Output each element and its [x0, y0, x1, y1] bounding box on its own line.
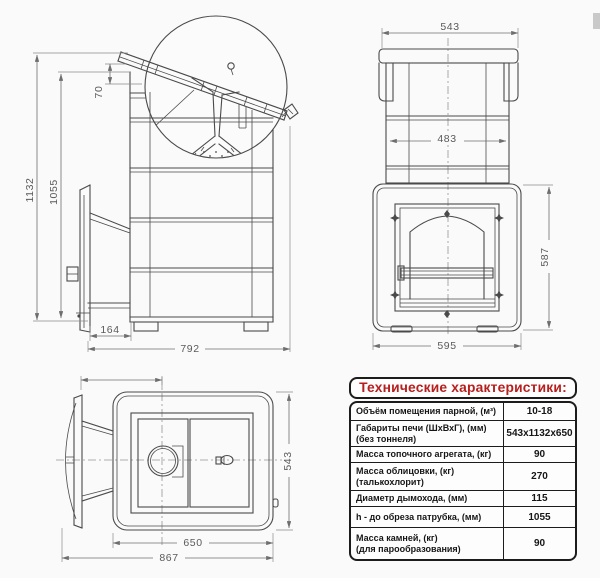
- dim-label-lid-offset: 70: [93, 85, 105, 99]
- scan-artifact: [593, 13, 600, 29]
- table-row: [351, 490, 575, 506]
- side-view-drawing: [24, 16, 298, 355]
- top-view-tunnel-flange: [66, 395, 114, 528]
- front-view-door-handle: [398, 266, 493, 280]
- front-view-top-cap: [379, 49, 518, 101]
- row-value: 543х1132х650: [503, 421, 575, 446]
- spec-table-title: Технические характеристики:: [349, 377, 577, 399]
- dim-label-outlet-height: 1055: [48, 179, 60, 205]
- row-label: h - до обреза патрубка, (мм): [356, 511, 482, 522]
- dim-label-top-total-width: 867: [159, 552, 179, 564]
- dim-label-facade-width: 595: [437, 340, 457, 352]
- row-value: 1055: [503, 507, 575, 527]
- row-value: 270: [503, 463, 575, 490]
- dim-label-facade-height: 587: [539, 247, 551, 267]
- dim-label-total-depth: 792: [180, 343, 200, 355]
- top-view-dimensions: [62, 376, 295, 564]
- table-row: [351, 420, 575, 446]
- row-label: Масса камней, (кг): [356, 533, 438, 544]
- detail-circle-fill: [145, 16, 287, 158]
- row-value: 10-18: [503, 403, 575, 420]
- table-row: [351, 462, 575, 490]
- dim-label-tunnel-depth: 164: [100, 324, 120, 336]
- row-label: Объём помещения парной, (м³): [356, 406, 497, 417]
- spec-table: [349, 377, 577, 561]
- dim-label-top-depth: 543: [282, 451, 294, 471]
- front-view-facade: [373, 184, 521, 332]
- row-label: Масса облицовки, (кг): [356, 466, 455, 477]
- table-row: [351, 446, 575, 462]
- front-view-door-glass: [410, 216, 484, 299]
- row-label-2: (для парообразования): [356, 543, 461, 554]
- dim-label-top-width: 543: [440, 21, 460, 33]
- top-view-side-fitting: [273, 499, 278, 507]
- front-view-door-frame: [395, 204, 499, 311]
- side-view-foot-left: [134, 322, 158, 331]
- side-view-door-tunnel: [67, 185, 130, 332]
- row-value: 90: [503, 528, 575, 559]
- top-view-chimney: [148, 446, 183, 477]
- row-value: 90: [503, 447, 575, 462]
- row-label-2: (талькохлорит): [356, 476, 424, 487]
- table-row: [351, 506, 575, 527]
- top-view-drawing: [56, 376, 295, 564]
- dim-label-inner-width: 483: [437, 133, 457, 145]
- front-view-stone-section: [386, 63, 509, 183]
- front-view-drawing: [373, 21, 555, 352]
- row-label: Диаметр дымохода, (мм): [356, 493, 468, 504]
- row-label: Масса топочного агрегата, (кг): [356, 449, 492, 460]
- side-view-foot-right: [244, 322, 268, 331]
- row-value: 115: [503, 491, 575, 506]
- spec-table-body: [349, 401, 577, 561]
- front-view-corner-clips: [390, 210, 504, 318]
- top-view-body: [113, 392, 278, 530]
- dim-label-top-inner-width: 650: [183, 537, 203, 549]
- dim-label-total-height: 1132: [24, 177, 36, 203]
- table-row: [351, 403, 575, 420]
- row-label: Габариты печи (ШхВхГ), (мм): [356, 423, 487, 434]
- row-label-2: (без тоннеля): [356, 433, 417, 444]
- table-row: [351, 527, 575, 559]
